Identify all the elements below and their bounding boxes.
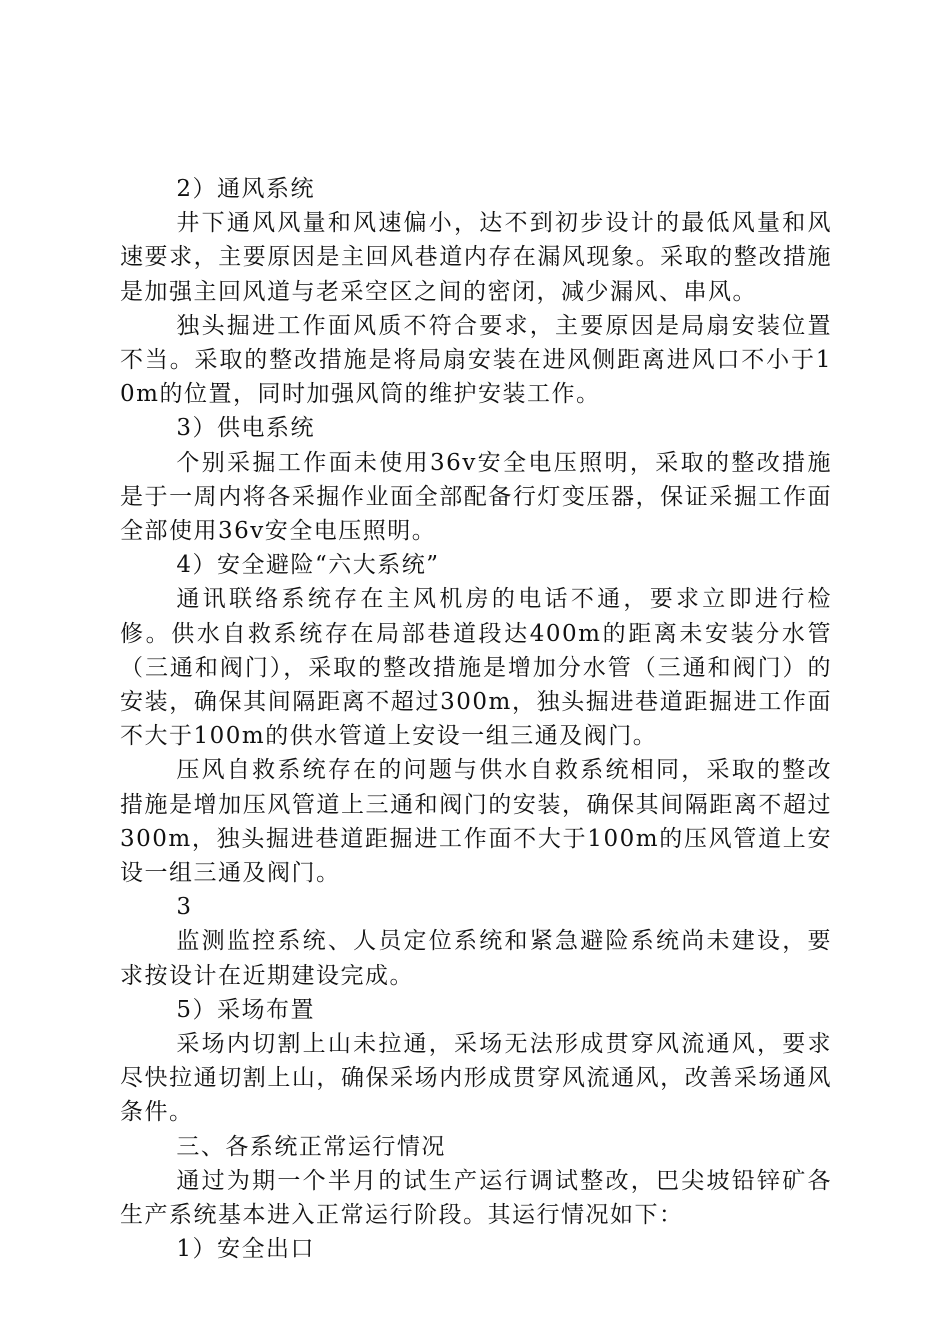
paragraph-stope-ventilation: 采场内切割上山未拉通，采场无法形成贯穿风流通风，要求尽快拉通切割上山，确保采场内形成贯穿风流通风，改善采场通风条件。: [120, 1031, 832, 1126]
heading-ventilation-system: 2）通风系统: [176, 176, 315, 202]
heading-stope-layout: 5）采场布置: [176, 996, 315, 1023]
paragraph-communication-water-supply: 通讯联络系统存在主风机房的电话不通，要求立即进行检修。供水自救系统存在局部巷道段达400m的距离未安装分水管（三通和阀门），采取的整改措施是增加分水管（三通和阀门）的安装，确保其间隔距离不超过300m，独头掘进巷道距掘进工作面不大于100m的供水管道上安设一组三通及阀门。: [120, 586, 832, 750]
heading-power-supply-system: 3）供电系统: [176, 415, 315, 442]
paragraph-heading-face-air-quality: 独头掘进工作面风质不符合要求，主要原因是局扇安装位置不当。采取的整改措施是将局扇安装在进风侧距离进风口不小于10m的位置，同时加强风筒的维护安装工作。: [120, 312, 832, 408]
heading-systems-operation: 三、各系统正常运行情况: [176, 1133, 446, 1160]
document-body: [120, 172, 832, 1267]
heading-safety-exits: 1）安全出口: [176, 1236, 315, 1263]
page-number: 3: [176, 894, 193, 921]
paragraph-airflow-issue: 井下通风风量和风速偏小，达不到初步设计的最低风量和风速要求，主要原因是主回风巷道内存在漏风现象。采取的整改措施是加强主回风道与老采空区之间的密闭，减少漏风、串风。: [120, 210, 832, 305]
paragraph-monitoring-systems: 监测监控系统、人员定位系统和紧急避险系统尚未建设，要求按设计在近期建设完成。: [120, 928, 832, 989]
paragraph-safety-voltage-lighting: 个别采掘工作面未使用36v安全电压照明，采取的整改措施是于一周内将各采掘作业面全部配备行灯变压器，保证采掘工作面全部使用36v安全电压照明。: [120, 449, 832, 545]
heading-six-safety-systems: 4）安全避险“六大系统”: [176, 552, 440, 579]
paragraph-trial-production: 通过为期一个半月的试生产运行调试整改，巴尖坡铅锌矿各生产系统基本进入正常运行阶段。其运行情况如下：: [120, 1167, 832, 1229]
paragraph-compressed-air-rescue: 压风自救系统存在的问题与供水自救系统相同，采取的整改措施是增加压风管道上三通和阀门的安装，确保其间隔距离不超过300m，独头掘进巷道距掘进工作面不大于100m的压风管道上安设一组三通及阀门。: [120, 757, 832, 887]
